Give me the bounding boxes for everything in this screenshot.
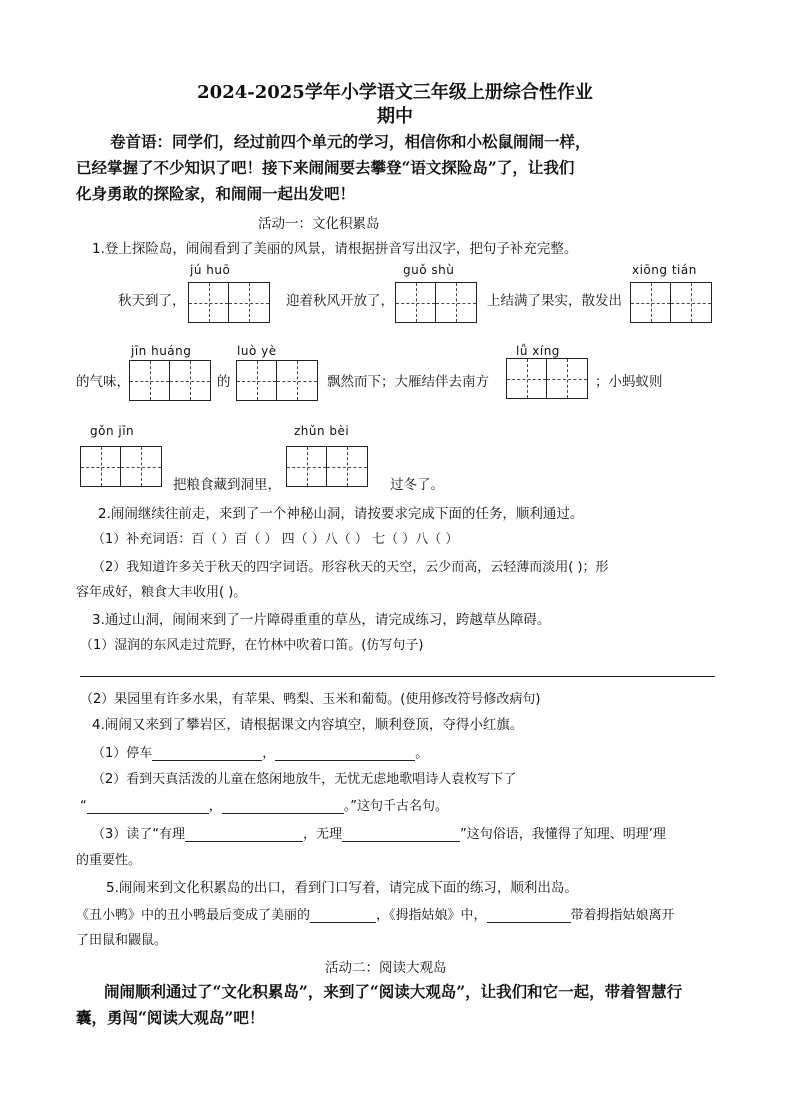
q2-b-line2: 容年成好，粮食大丰收用( )。 — [76, 585, 247, 600]
q4-b-end: ”这句千古名句。 — [350, 799, 449, 814]
q2-prompt: 2.闹闹继续往前走，来到了一个神秘山洞，请按要求完成下面的任务，顺利通过。 — [98, 506, 584, 522]
sentence-text: 把粮食藏到洞里， — [173, 477, 281, 493]
activity1-heading: 活动一：文化积累岛 — [258, 216, 380, 232]
q4-c-mid: ，无理 — [303, 827, 343, 842]
intro-line-1: 卷首语：同学们，经过前四个单元的学习，相信你和小松鼠闹闹一样， — [110, 132, 591, 151]
q4-c-start: （3）读了“有理 — [92, 827, 186, 842]
q4-prompt: 4.闹闹又来到了攀岩区，请根据课文内容填空，顺利登顶，夺得小红旗。 — [92, 717, 524, 733]
intro-line-3: 化身勇敢的探险家，和闹闹一起出发吧！ — [76, 184, 356, 203]
sentence-text: 飘然而下；大雁结伴去南方 — [327, 374, 489, 390]
blank[interactable] — [222, 799, 344, 814]
blank[interactable] — [487, 908, 571, 923]
blank[interactable] — [275, 746, 415, 761]
q4-c-line1 — [92, 823, 666, 842]
sentence-text: 迎着秋风开放了， — [286, 293, 394, 309]
blank[interactable] — [152, 746, 262, 761]
activity2-line2: 囊，勇闯“阅读大观岛”吧！ — [76, 1008, 265, 1027]
q5-l1c: 带着拇指姑娘离开 — [570, 908, 675, 923]
sentence-text: 上结满了果实，散发出 — [487, 293, 622, 309]
sentence-text: 的气味， — [76, 374, 130, 390]
q5-line1 — [76, 904, 675, 923]
q1-prompt: 1.登上探险岛，闹闹看到了美丽的风景，请根据拼音写出汉字，把句子补充完整。 — [92, 241, 578, 257]
q4-b-line1: （2）看到天真活泼的儿童在悠闲地放牛，无忧无虑地歌唱诗人袁枚写下了 — [92, 772, 517, 787]
q4-c-line2: 的重要性。 — [76, 853, 142, 868]
char-grid-zhunbei[interactable] — [286, 446, 368, 487]
sentence-text: 的 — [217, 374, 231, 390]
q4-c-end: ”这句俗语，我懂得了知理、明理’理 — [460, 827, 666, 842]
q4-b-line2: “ ， 。”这句千古名句。 — [80, 799, 449, 814]
pinyin-label: guǒ shù — [403, 263, 455, 277]
q3-b: （2）果园里有许多水果，有苹果、鸭梨、玉米和葡萄。(使用修改符号修改病句) — [80, 692, 541, 707]
q5-l1b: ，《拇指姑娘》中， — [376, 908, 487, 923]
activity2-line1: 闹闹顺利通过了“文化积累岛”，来到了“阅读大观岛”，让我们和它一起，带着智慧行 — [104, 982, 683, 1001]
activity2-heading: 活动二：阅读大观岛 — [325, 960, 447, 976]
q3-a: （1）湿润的东风走过荒野，在竹林中吹着口笛。(仿写句子) — [80, 638, 424, 653]
pinyin-label: jīn huáng — [131, 344, 192, 358]
char-grid-lvxing[interactable] — [506, 358, 588, 399]
sentence-text: 过冬了。 — [390, 477, 444, 493]
pinyin-label: luò yè — [237, 344, 277, 358]
pinyin-label: zhǔn bèi — [294, 424, 350, 438]
char-grid-ganjin[interactable] — [80, 446, 162, 487]
answer-line[interactable] — [80, 676, 715, 677]
char-grid-guoshu[interactable] — [395, 282, 477, 323]
page-subtitle: 期中 — [377, 106, 413, 127]
blank[interactable] — [342, 827, 460, 842]
blank[interactable] — [87, 799, 209, 814]
q5-l1a: 《丑小鸭》中的丑小鸭最后变成了美丽的 — [76, 908, 311, 923]
pinyin-label: jú huō — [190, 263, 231, 277]
blank[interactable] — [310, 908, 376, 923]
sentence-text: 秋天到了， — [118, 293, 186, 309]
page-title: 2024-2025学年小学语文三年级上册综合性作业 — [197, 82, 593, 103]
q5-line2: 了田鼠和鼹鼠。 — [76, 933, 168, 948]
intro-line-2: 已经掌握了不少知识了吧！接下来闹闹要去攀登“语文探险岛”了，让我们 — [76, 158, 575, 177]
q4-a-label: （1）停车 — [92, 746, 153, 761]
q3-prompt: 3.通过山洞，闹闹来到了一片障碍重重的草丛，请完成练习，跨越草丛障碍。 — [92, 612, 551, 628]
pinyin-label: lǚ xíng — [516, 344, 560, 358]
q2-a: （1）补充词语：百（ ）百（ ） 四（ ）八（ ） 七（ ）八（ ） — [92, 532, 459, 547]
q2-b-line1: （2）我知道许多关于秋天的四字词语。形容秋天的天空，云少而高，云轻薄而淡用( )；形 — [92, 560, 609, 575]
q5-prompt: 5.闹闹来到文化积累岛的出口，看到门口写着，请完成下面的练习，顺利出岛。 — [106, 880, 578, 896]
sentence-text: ；小蚂蚁则 — [595, 374, 663, 390]
char-grid-juhua[interactable] — [188, 282, 270, 323]
char-grid-luoye[interactable] — [236, 360, 318, 401]
pinyin-label: gǒn jīn — [90, 424, 135, 438]
char-grid-xiongtian[interactable] — [630, 282, 712, 323]
q4-a: （1）停车 ， 。 — [92, 746, 429, 761]
pinyin-label: xiōng tián — [632, 263, 697, 277]
blank[interactable] — [185, 827, 303, 842]
char-grid-jinhuang[interactable] — [129, 360, 211, 401]
